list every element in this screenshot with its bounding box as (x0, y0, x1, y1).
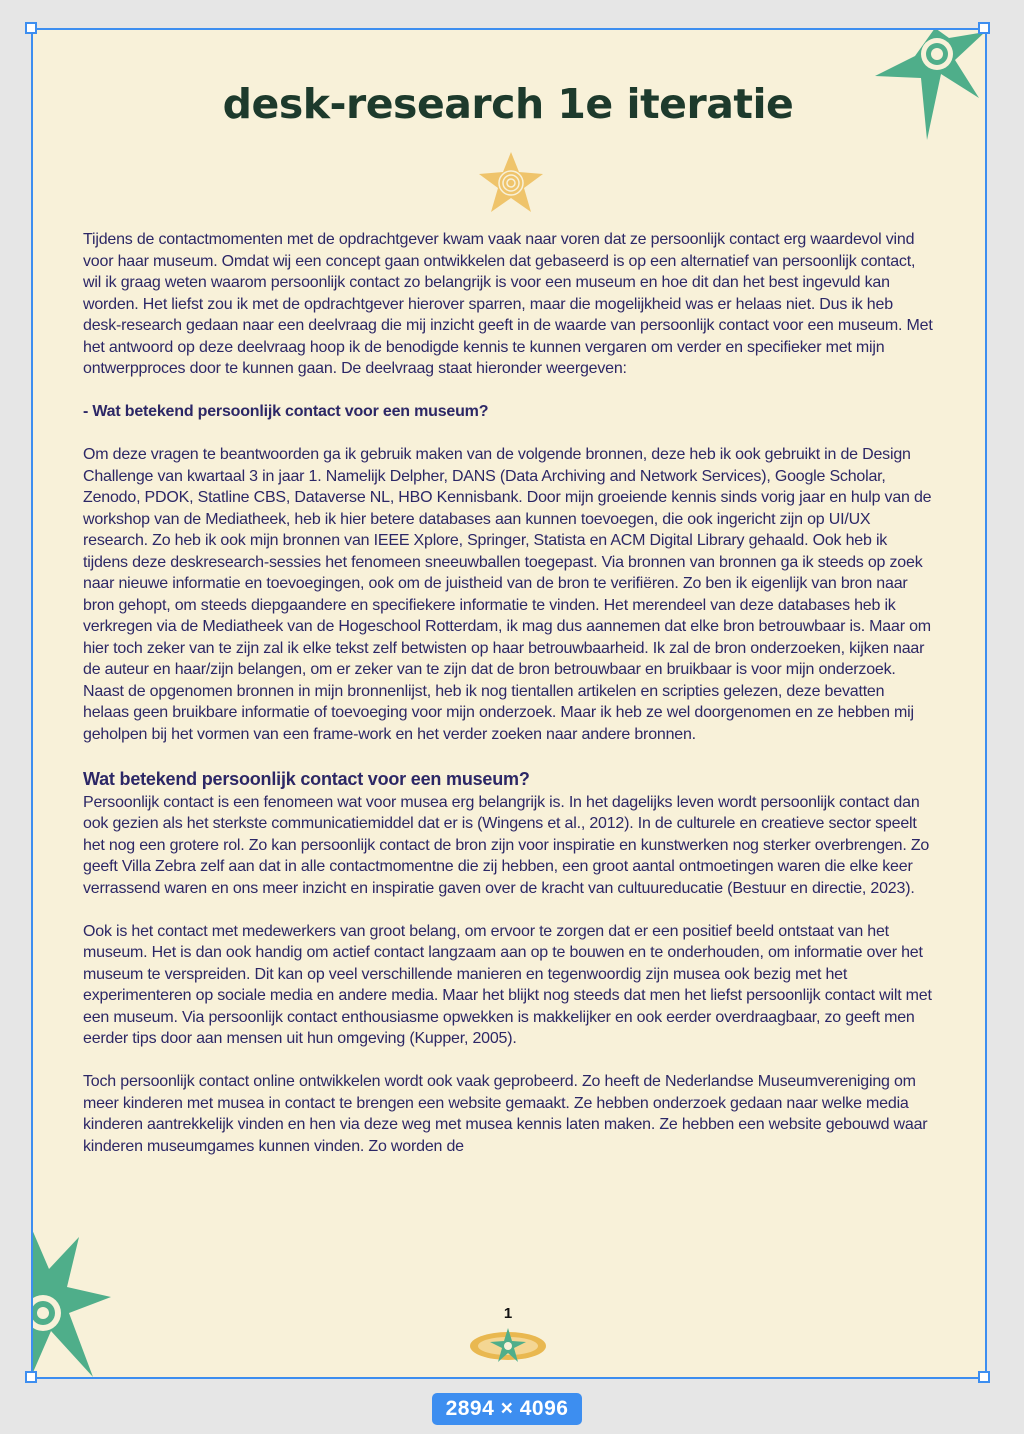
resize-handle-bottom-right[interactable] (978, 1371, 990, 1383)
sources-paragraph: Om deze vragen te beantwoorden ga ik gebruik maken van de volgende bronnen, deze heb ik ook gebruikt in de Design Challenge van kwartaal 3 in jaar 1. Namelijk Delpher, DANS (Data Archiving and Network Services), Google Scholar, Zenodo, PDOK, Statline CBS, Dataverse NL, HBO Kennisbank. Door mijn groeiende kennis sinds vorig jaar en hulp van de workshop van de Mediatheek, heb ik hier betere databases aan kunnen toevoegen, die ook ingericht zijn op UI/UX research. Zo heb ik ook mijn bronnen van IEEE Xplore, Springer, Statista en ACM Digital Library gehaald. Ook heb ik tijdens deze deskresearch-sessies het fenomeen sneeuwballen toegepast. Via bronnen van bronnen ga ik steeds op zoek naar nieuwe informatie en toevoegingen, ook om de juistheid van de bron te verifiëren. Zo ben ik eigenlijk van bron naar bron gehopt, om steeds diepgaandere en specifiekere informatie te vinden. Het merendeel van deze databases heb ik verkregen via de Mediatheek van de Hogeschool Rotterdam, ik mag dus aannemen dat elke bron betrouwbaar is. Maar om hier toch zeker van te zijn zal ik elke tekst zelf betwisten op haar betrouwbaarheid. Ik zal de bron onderzoeken, kijken naar de auteur en haar/zijn belangen, om er zeker van te zijn dat de bron betrouwbaar en bruikbaar is voor mijn onderzoek. Naast de opgenomen bronnen in mijn bronnenlijst, heb ik nog tientallen artikelen en scripties gelezen, deze bevatten helaas geen bruikbare informatie of toevoeging voor mijn onderzoek. Maar ik heb ze wel doorgenomen en ze hebben mij geholpen bij het vormen van een frame-work en het verder zoeken naar andere bronnen. (83, 446, 932, 743)
resize-handle-top-right[interactable] (978, 22, 990, 34)
section-paragraph: Toch persoonlijk contact online ontwikkelen wordt ook vaak geprobeerd. Zo heeft de Nederlandse Museumvereniging om meer kinderen met musea in contact te brengen een website gemaakt. Ze hebben onderzoek gedaan naar welke media kinderen aantrekkelijk vinden en hen via deze weg met musea kennis laten maken. Ze hebben een website gebouwd waar kinderen museumgames kunnen vinden. Zo worden de (83, 1073, 928, 1155)
section-heading: Wat betekend persoonlijk contact voor een museum? (83, 768, 530, 789)
document-page[interactable] (31, 28, 985, 1377)
dimensions-badge: 2894 × 4096 (432, 1393, 582, 1425)
resize-handle-bottom-left[interactable] (25, 1371, 37, 1383)
document-body (83, 229, 933, 1179)
section-paragraph: Persoonlijk contact is een fenomeen wat voor musea erg belangrijk is. In het dagelijks leven wordt persoonlijk contact dan ook gezien als het sterkste communicatiemiddel dat er is (Wingens et al., 2012). In de culturele en creatieve sector speelt het nog een grotere rol. Zo kan persoonlijk contact de bron zijn voor inspiratie en kunstwerken nog sterker overbrengen. Zo geeft Villa Zebra zelf aan dat in alle contactmomentne die zij hebben, een groot aantal ontmoetingen waren die elke keer verrassend waren en ons meer inzicht en inspiratie gaven over de kracht van cultuureducatie (Bestuur en directie, 2023). (83, 793, 930, 897)
page-title: desk-research 1e iteratie (222, 80, 794, 128)
intro-paragraph: Tijdens de contactmomenten met de opdrachtgever kwam vaak naar voren dat ze persoonlijk contact erg waardevol vind voor haar museum. Omdat wij een concept gaan ontwikkelen dat gebaseerd is op een alternatief van persoonlijk contact, wil ik graag weten waarom persoonlijk contact zo belangrijk is voor een museum en hoe dit dan het best ingevuld kan worden. Het liefst zou ik met de opdrachtgever hierover sparren, maar die mogelijkheid was er helaas niet. Dus ik heb desk-research gedaan naar een deelvraag die mij inzicht geeft in de waarde van persoonlijk contact voor een museum. Met het antwoord op deze deelvraag hoop ik de benodigde kennis te kunnen vergaren om verder en specifieker met mijn ontwerpproces door te kunnen gaan. De deelvraag staat hieronder weergeven: (83, 231, 933, 377)
fingerprint-star-icon (479, 152, 543, 212)
page-number: 1 (503, 1305, 513, 1322)
research-question: - Wat betekend persoonlijk contact voor een museum? (83, 403, 489, 420)
section-paragraph: Ook is het contact met medewerkers van groot belang, om ervoor te zorgen dat er een positief beeld ontstaat van het museum. Het is dan ook handig om actief contact langzaam aan op te bouwen en te onderhouden, om informatie over het museum te verspreiden. Dit kan op veel verschillende manieren en tegenwoordig zijn musea ook bezig met het experimenteren op sociale media en andere media. Maar het blijkt nog steeds dat men het liefst persoonlijk contact wilt met een museum. Via persoonlijk contact enthousiasme opwekken is makkelijker en ook eerder overdraagbaar, zo geeft men eerder tips door aan mensen uit hun omgeving (Kupper, 2005). (83, 922, 932, 1047)
resize-handle-top-left[interactable] (25, 22, 37, 34)
footer-logo-icon (468, 1324, 548, 1364)
sun-star-decoration-icon (31, 1227, 111, 1377)
